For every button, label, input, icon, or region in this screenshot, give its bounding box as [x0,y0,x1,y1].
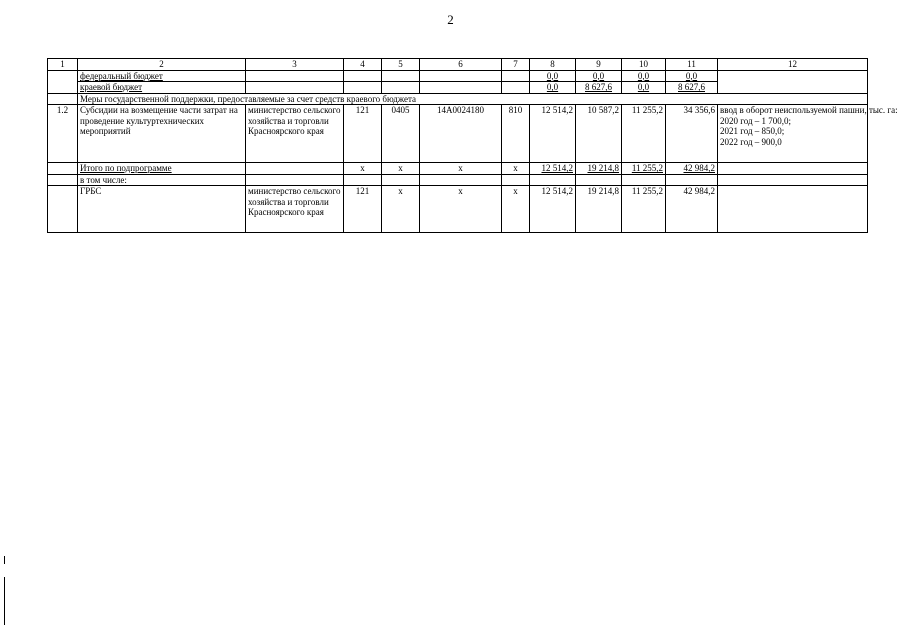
empty-cell [622,174,666,186]
scan-margin-mark [4,577,5,625]
empty-cell [246,174,344,186]
scan-margin-mark [4,556,5,564]
total-col-7: х [502,163,530,175]
item-name: Субсидии на возмещение части затрат на проведение культуртехнических мероприятий [78,105,246,163]
grbs-value-9: 19 214,8 [576,186,622,233]
grbs-value-11: 42 984,2 [666,186,718,233]
empty-cell [344,82,382,94]
regional-value-11: 8 627,6 [666,82,718,94]
empty-cell [530,174,576,186]
item-value-8: 12 514,2 [530,105,576,163]
table-row-federal [48,70,868,82]
federal-value-11: 0,0 [666,70,718,82]
item-value-10: 11 255,2 [622,105,666,163]
empty-cell [48,174,78,186]
col-header-8: 8 [530,59,576,71]
grbs-ministry: министерство сельского хозяйства и торговли Красноярского края [246,186,344,233]
table-row-grbs [48,186,868,233]
item-col-6: 14А0024180 [420,105,502,163]
item-col-5: 0405 [382,105,420,163]
empty-cell [48,186,78,233]
table-row-total [48,163,868,175]
total-value-9: 19 214,8 [576,163,622,175]
grbs-value-8: 12 514,2 [530,186,576,233]
empty-cell [502,174,530,186]
empty-cell [48,70,78,93]
table-row-section [48,93,868,105]
empty-cell [382,70,420,82]
col-header-5: 5 [382,59,420,71]
item-result-line: 2022 год – 900,0 [720,136,782,147]
col-header-10: 10 [622,59,666,71]
empty-cell [502,70,530,82]
col-header-3: 3 [246,59,344,71]
item-ministry: министерство сельского хозяйства и торговли Красноярского края [246,105,344,163]
empty-cell [718,174,868,186]
budget-table [47,58,898,233]
empty-cell [502,82,530,94]
item-col-7: 810 [502,105,530,163]
col-header-11: 11 [666,59,718,71]
page-number: 2 [447,12,454,27]
col-header-2: 2 [78,59,246,71]
col-header-7: 7 [502,59,530,71]
empty-cell [48,93,78,105]
col-header-12: 12 [718,59,868,71]
col-header-6: 6 [420,59,502,71]
row-label-federal: федеральный бюджет [78,70,246,82]
total-value-8: 12 514,2 [530,163,576,175]
total-value-10: 11 255,2 [622,163,666,175]
federal-value-9: 0,0 [576,70,622,82]
grbs-value-10: 11 255,2 [622,186,666,233]
empty-cell [718,70,868,93]
empty-cell [382,82,420,94]
empty-cell [718,163,868,175]
col-header-1: 1 [48,59,78,71]
item-result [718,105,898,163]
total-col-5: х [382,163,420,175]
table-row-item-1-2 [48,105,868,163]
item-result-line: 2020 год – 1 700,0; [720,115,792,126]
total-col-6: х [420,163,502,175]
empty-cell [246,70,344,82]
col-header-4: 4 [344,59,382,71]
empty-cell [246,163,344,175]
empty-cell [420,70,502,82]
item-col-4: 121 [344,105,382,163]
empty-cell [576,174,622,186]
section-title: Меры государственной поддержки, предоставляемые за счет средств краевого бюджета [78,93,868,105]
regional-value-8: 0,0 [530,82,576,94]
item-value-11: 34 356,6 [666,105,718,163]
item-result-line: 2021 год – 850,0; [720,126,785,136]
total-value-11: 42 984,2 [666,163,718,175]
empty-cell [246,82,344,94]
empty-cell [344,174,382,186]
including-label: в том числе: [78,174,246,186]
regional-value-9: 8 627,6 [576,82,622,94]
empty-cell [718,186,868,233]
grbs-col-7: х [502,186,530,233]
row-label-regional: краевой бюджет [78,82,246,94]
empty-cell [344,70,382,82]
empty-cell [48,163,78,175]
grbs-col-5: х [382,186,420,233]
total-label: Итого по подпрограмме [78,163,246,175]
grbs-label: ГРБС [78,186,246,233]
federal-value-8: 0,0 [530,70,576,82]
total-col-4: х [344,163,382,175]
empty-cell [420,82,502,94]
federal-value-10: 0,0 [622,70,666,82]
col-header-9: 9 [576,59,622,71]
empty-cell [420,174,502,186]
empty-cell [666,174,718,186]
grbs-col-4: 121 [344,186,382,233]
table-row-including [48,174,868,186]
grbs-col-6: х [420,186,502,233]
column-number-row [48,59,868,71]
empty-cell [382,174,420,186]
item-value-9: 10 587,2 [576,105,622,163]
item-number: 1.2 [48,105,78,163]
item-result-line: ввод в оборот неиспользуемой пашни, тыс. га: [720,105,898,115]
regional-value-10: 0,0 [622,82,666,94]
